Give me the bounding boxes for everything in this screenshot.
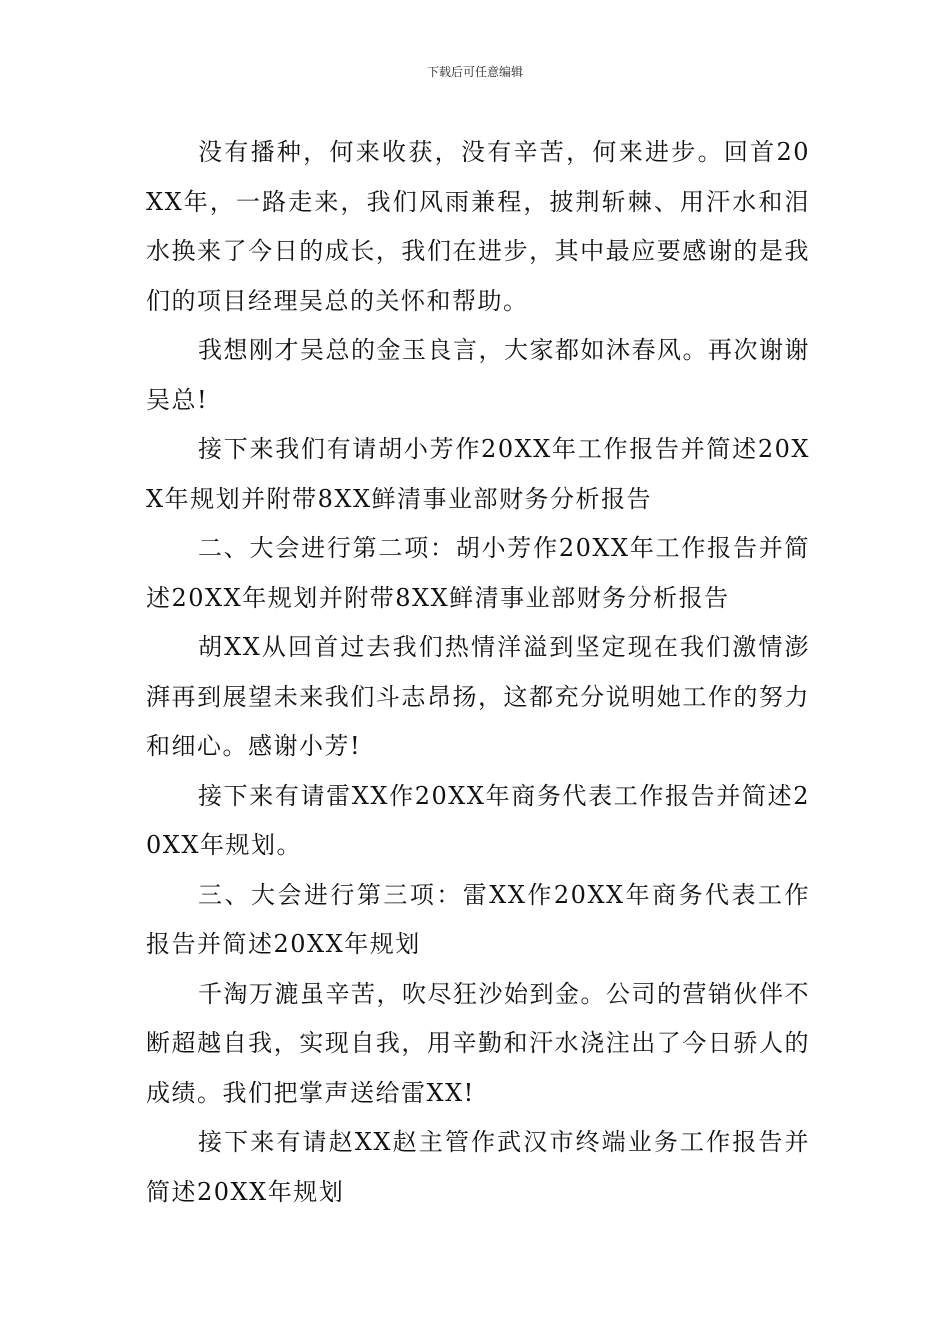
- paragraph: 接下来有请赵XX赵主管作武汉市终端业务工作报告并简述20XX年规划: [146, 1128, 810, 1206]
- paragraph: 接下来有请雷XX作20XX年商务代表工作报告并简述20XX年规划。: [146, 781, 810, 859]
- paragraph: 千淘万漉虽辛苦，吹尽狂沙始到金。公司的营销伙伴不断超越自我，实现自我，用辛勤和汗水浇注出了今日骄人的成绩。我们把掌声送给雷XX!: [146, 979, 810, 1107]
- section-heading-paragraph: 二、大会进行第二项：胡小芳作20XX年工作报告并简述20XX年规划并附带8XX鲜清事业部财务分析报告: [146, 534, 810, 612]
- paragraph: 我想刚才吴总的金玉良言，大家都如沐春风。再次谢谢吴总!: [146, 336, 810, 414]
- paragraph: 接下来我们有请胡小芳作20XX年工作报告并简述20XX年规划并附带8XX鲜清事业部财务分析报告: [146, 435, 810, 513]
- paragraph: 胡XX从回首过去我们热情洋溢到坚定现在我们激情澎湃再到展望未来我们斗志昂扬，这都充分说明她工作的努力和细心。感谢小芳!: [146, 633, 810, 760]
- document-body: [146, 128, 810, 1217]
- paragraph: 没有播种，何来收获，没有辛苦，何来进步。回首20XX年，一路走来，我们风雨兼程，披荆斩棘、用汗水和泪水换来了今日的成长，我们在进步，其中最应要感谢的是我们的项目经理吴总的关怀和帮助。: [146, 138, 810, 315]
- section-heading-paragraph: 三、大会进行第三项：雷XX作20XX年商务代表工作报告并简述20XX年规划: [146, 880, 810, 958]
- page-header: 下载后可任意编辑: [426, 65, 523, 79]
